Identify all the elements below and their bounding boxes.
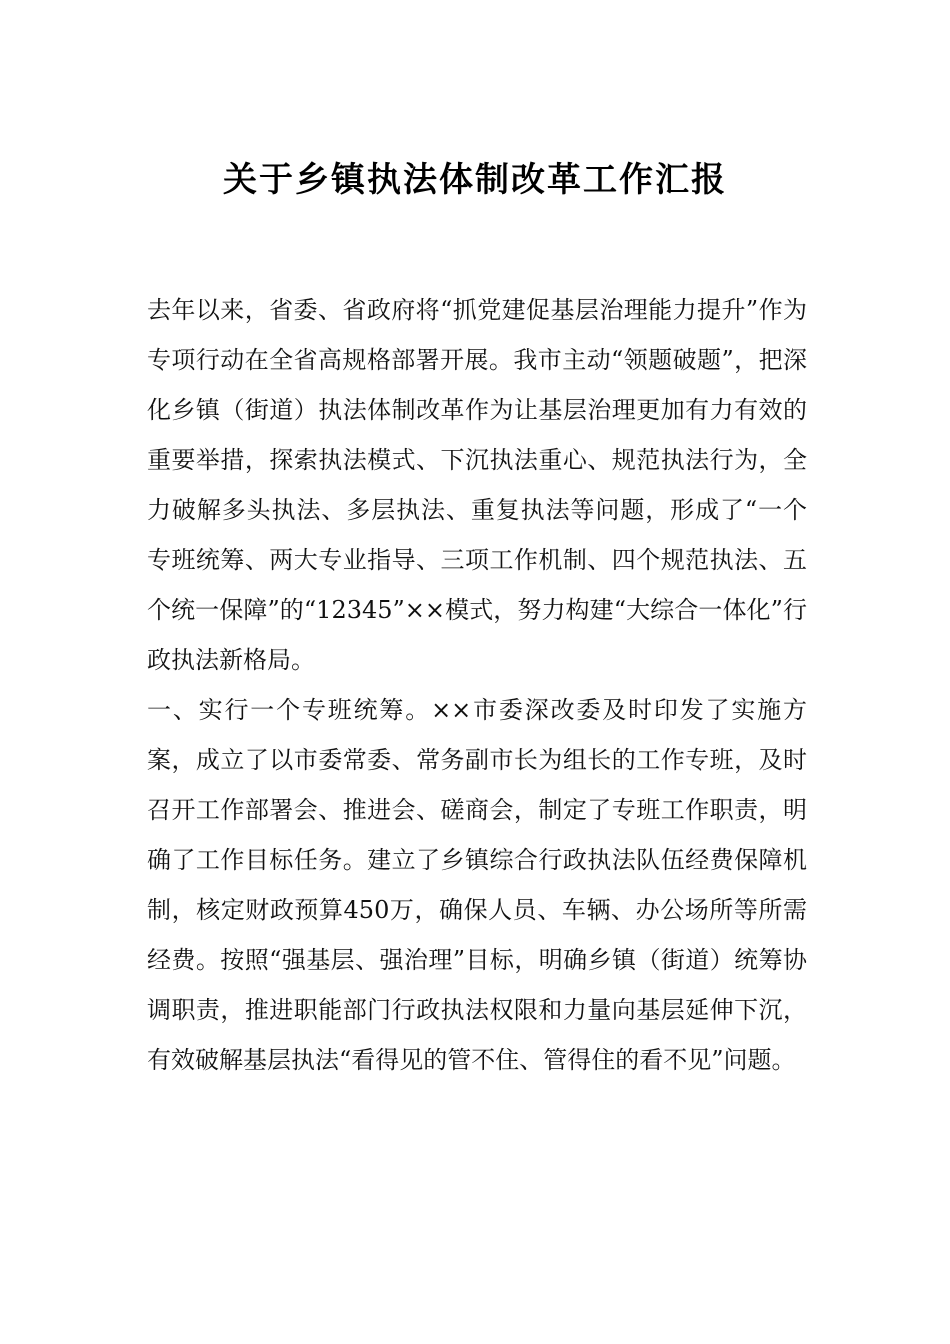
paragraph-section-one: 一、实行一个专班统筹。××市委深改委及时印发了实施方案，成立了以市委常委、常务副市长为组长的工作专班，及时召开工作部署会、推进会、磋商会，制定了专班工作职责，明确了工作目标任务。建立了乡镇综合行政执法队伍经费保障机制，核定财政预算450万，确保人员、车辆、办公场所等所需经费。按照“强基层、强治理”目标，明确乡镇（街道）统筹协调职责，推进职能部门行政执法权限和力量向基层延伸下沉，有效破解基层执法“看得见的管不住、管得住的看不见”问题。	[147, 696, 807, 1074]
paragraph-intro: 去年以来，省委、省政府将“抓党建促基层治理能力提升”作为专项行动在全省高规格部署开展。我市主动“领题破题”，把深化乡镇（街道）执法体制改革作为让基层治理更加有力有效的重要举措，探索执法模式、下沉执法重心、规范执法行为，全力破解多头执法、多层执法、重复执法等问题，形成了“一个专班统筹、两大专业指导、三项工作机制、四个规范执法、五个统一保障”的“12345”××模式，努力构建“大综合一体化”行政执法新格局。	[147, 296, 807, 674]
document-title: 关于乡镇执法体制改革工作汇报	[223, 160, 727, 200]
document-body	[147, 285, 807, 1085]
